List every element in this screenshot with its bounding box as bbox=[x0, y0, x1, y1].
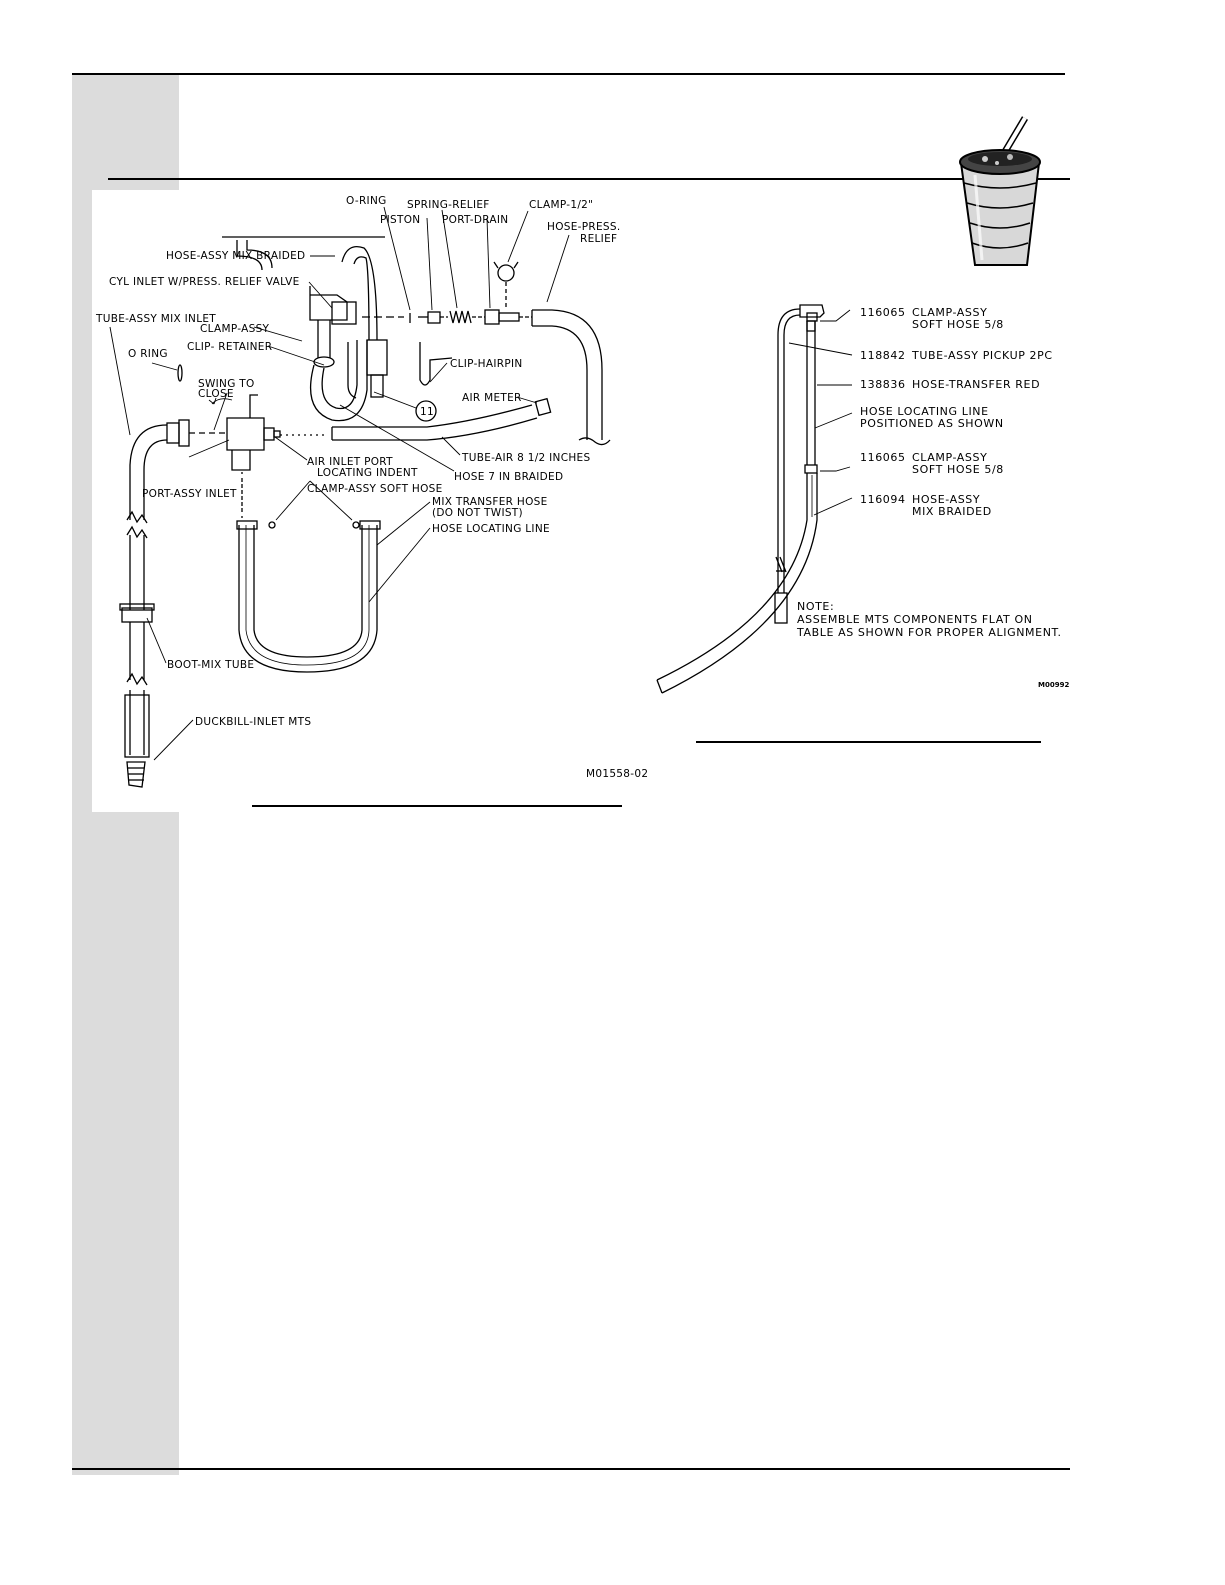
label-piston: PISTON bbox=[380, 214, 421, 226]
label-clamp-assy: CLAMP-ASSY bbox=[200, 323, 270, 335]
label-port-drain: PORT-DRAIN bbox=[442, 214, 509, 226]
part-6-number: 116094 bbox=[860, 493, 906, 506]
note-line-1: ASSEMBLE MTS COMPONENTS FLAT ON bbox=[797, 613, 1033, 626]
figure-2-diagram bbox=[652, 295, 1072, 695]
part-1-number: 116065 bbox=[860, 306, 906, 319]
drawing-number-2: M00992 bbox=[1038, 681, 1070, 689]
part-4-line-2: POSITIONED AS SHOWN bbox=[860, 417, 1004, 430]
note-title: NOTE: bbox=[797, 600, 835, 613]
label-duckbill: DUCKBILL-INLET MTS bbox=[195, 716, 312, 728]
drawing-number-1: M01558-02 bbox=[586, 768, 649, 780]
label-port-assy-inlet: PORT-ASSY INLET bbox=[142, 488, 237, 500]
part-2-line-1: TUBE-ASSY PICKUP 2PC bbox=[912, 349, 1053, 362]
callout-11: 11 bbox=[420, 406, 434, 418]
label-clip-retainer: CLIP- RETAINER bbox=[187, 341, 273, 353]
part-4-line-1: HOSE LOCATING LINE bbox=[860, 405, 989, 418]
top-rule bbox=[72, 73, 1065, 75]
label-hose-locating-line: HOSE LOCATING LINE bbox=[432, 523, 550, 535]
label-locating-indent: LOCATING INDENT bbox=[317, 467, 418, 479]
part-3-number: 138836 bbox=[860, 378, 906, 391]
label-cyl-inlet: CYL INLET W/PRESS. RELIEF VALVE bbox=[109, 276, 300, 288]
header-rule bbox=[108, 178, 1070, 180]
label-clamp-half: CLAMP-1/2" bbox=[529, 199, 594, 211]
label-air-meter: AIR METER bbox=[462, 392, 522, 404]
figure-1-diagram bbox=[92, 190, 649, 812]
part-6-line-1: HOSE-ASSY bbox=[912, 493, 981, 506]
label-tube-assy-mix-inlet: TUBE-ASSY MIX INLET bbox=[96, 313, 216, 325]
part-5-line-1: CLAMP-ASSY bbox=[912, 451, 988, 464]
label-clamp-assy-soft-hose: CLAMP-ASSY SOFT HOSE bbox=[307, 483, 443, 495]
label-mix-transfer-hose: MIX TRANSFER HOSE bbox=[432, 496, 548, 508]
parts-list bbox=[860, 306, 1053, 518]
label-do-not-twist: (DO NOT TWIST) bbox=[432, 507, 523, 519]
label-clip-hairpin: CLIP-HAIRPIN bbox=[450, 358, 523, 370]
label-o-ring-top: O-RING bbox=[346, 195, 387, 207]
figure-2-caption-rule bbox=[696, 741, 1041, 743]
label-hose-assy-mix-braided: HOSE-ASSY MIX BRAIDED bbox=[166, 250, 306, 262]
note-line-2: TABLE AS SHOWN FOR PROPER ALIGNMENT. bbox=[797, 626, 1062, 639]
label-swing-to: SWING TO bbox=[198, 378, 255, 390]
label-air-inlet-port: AIR INLET PORT bbox=[307, 456, 393, 468]
part-1-line-1: CLAMP-ASSY bbox=[912, 306, 988, 319]
label-spring-relief: SPRING-RELIEF bbox=[407, 199, 490, 211]
part-6-line-2: MIX BRAIDED bbox=[912, 505, 992, 518]
drink-cup-logo bbox=[955, 115, 1045, 265]
part-5-line-2: SOFT HOSE 5/8 bbox=[912, 463, 1004, 476]
label-hose-press-2: RELIEF bbox=[580, 233, 618, 245]
label-tube-air: TUBE-AIR 8 1/2 INCHES bbox=[462, 452, 591, 464]
label-close: CLOSE bbox=[198, 388, 234, 400]
part-5-number: 116065 bbox=[860, 451, 906, 464]
figure-1-panel bbox=[92, 190, 649, 812]
label-hose-7: HOSE 7 IN BRAIDED bbox=[454, 471, 564, 483]
label-hose-press-1: HOSE-PRESS. bbox=[547, 221, 621, 233]
part-3-line-1: HOSE-TRANSFER RED bbox=[912, 378, 1041, 391]
figure-1-caption-rule bbox=[252, 805, 622, 807]
footer-rule bbox=[72, 1468, 1070, 1470]
part-1-line-2: SOFT HOSE 5/8 bbox=[912, 318, 1004, 331]
label-o-ring-left: O RING bbox=[128, 348, 168, 360]
label-boot-mix-tube: BOOT-MIX TUBE bbox=[167, 659, 255, 671]
part-2-number: 118842 bbox=[860, 349, 906, 362]
